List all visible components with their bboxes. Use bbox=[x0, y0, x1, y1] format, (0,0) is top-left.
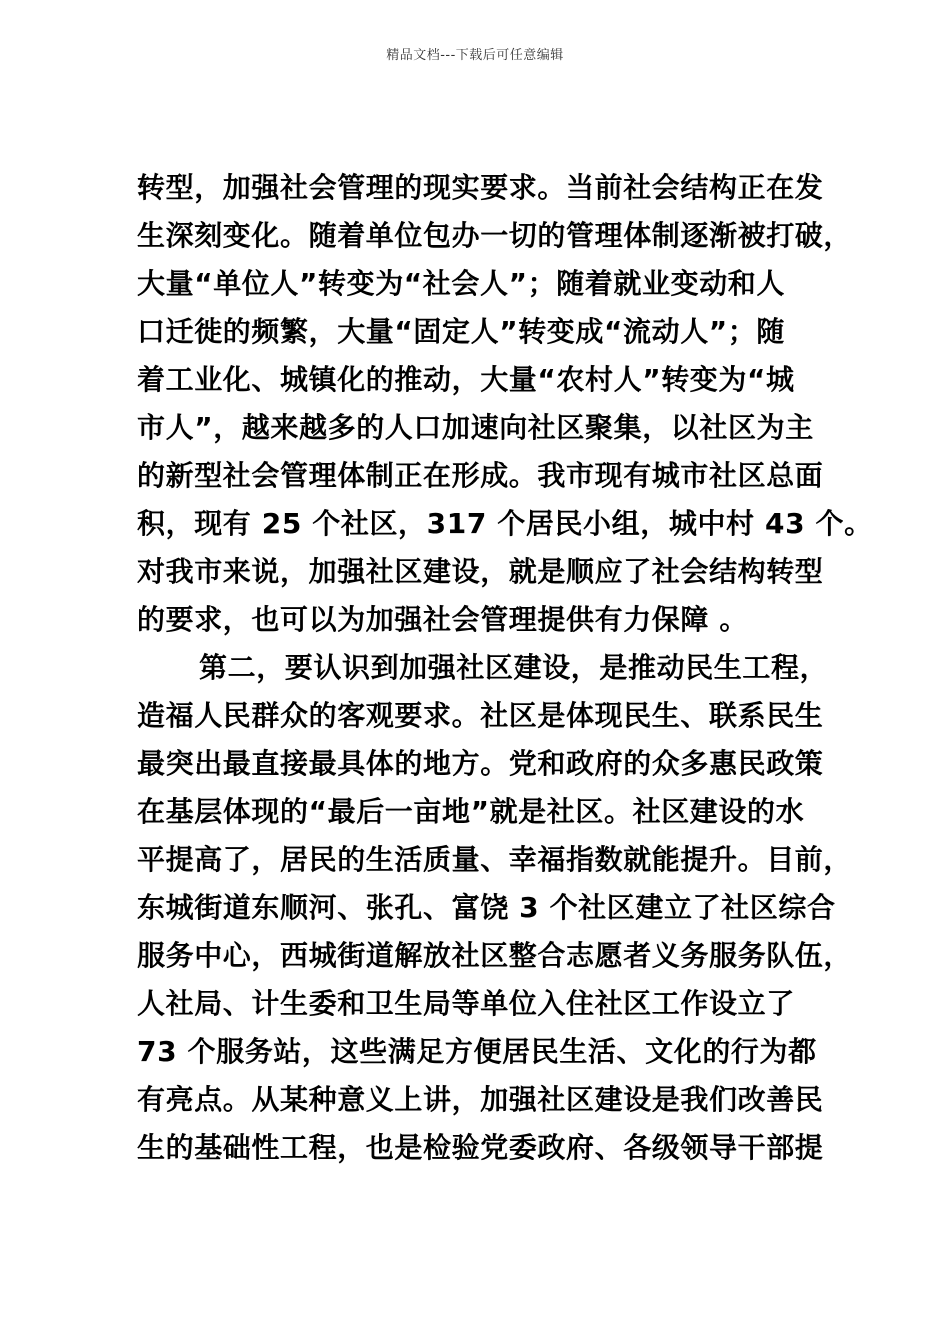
text-line: 转型，加强社会管理的现实要求。当前社会结构正在发 bbox=[137, 171, 824, 204]
page-header: 精品文档---下载后可任意编辑 bbox=[386, 48, 564, 63]
text-line: 造福人民群众的客观要求。社区是体现民生、联系民生 bbox=[137, 699, 824, 732]
text-line: 市人”，越来越多的人口加速向社区聚集，以社区为主 bbox=[137, 411, 814, 444]
text-line: 口迁徙的频繁，大量“固定人”转变成“流动人”；随 bbox=[137, 315, 786, 348]
text-line: 大量“单位人”转变为“社会人”；随着就业变动和人 bbox=[137, 267, 786, 300]
text-line: 平提高了，居民的生活质量、幸福指数就能提升。目前， bbox=[137, 843, 853, 876]
text-line: 着工业化、城镇化的推动，大量“农村人”转变为“城 bbox=[137, 363, 795, 396]
text-line: 的新型社会管理体制正在形成。我市现有城市社区总面 bbox=[137, 459, 824, 492]
text-line: 人社局、计生委和卫生局等单位入住社区工作设立了 bbox=[137, 987, 795, 1020]
text-line: 东城街道东顺河、张孔、富饶 3 个社区建立了社区综合 bbox=[137, 891, 836, 924]
text-line: 积，现有 25 个社区，317 个居民小组，城中村 43 个。 bbox=[137, 507, 873, 540]
text-line: 最突出最直接最具体的地方。党和政府的众多惠民政策 bbox=[137, 747, 824, 780]
document-body bbox=[137, 164, 873, 1172]
text-line: 生的基础性工程，也是检验党委政府、各级领导干部提 bbox=[137, 1131, 824, 1164]
text-line: 生深刻变化。随着单位包办一切的管理体制逐渐被打破， bbox=[137, 219, 853, 252]
text-line: 服务中心，西城街道解放社区整合志愿者义务服务队伍， bbox=[137, 939, 853, 972]
text-line: 在基层体现的“最后一亩地”就是社区。社区建设的水 bbox=[137, 795, 805, 828]
paragraph-start-line: 第二，要认识到加强社区建设，是推动民生工程， bbox=[199, 651, 829, 684]
text-line: 73 个服务站，这些满足方便居民生活、文化的行为都 bbox=[137, 1035, 817, 1068]
text-line: 有亮点。从某种意义上讲，加强社区建设是我们改善民 bbox=[137, 1083, 824, 1116]
text-line: 对我市来说，加强社区建设，就是顺应了社会结构转型 bbox=[137, 555, 824, 588]
text-line: 的要求，也可以为加强社会管理提供有力保障 。 bbox=[137, 603, 748, 636]
